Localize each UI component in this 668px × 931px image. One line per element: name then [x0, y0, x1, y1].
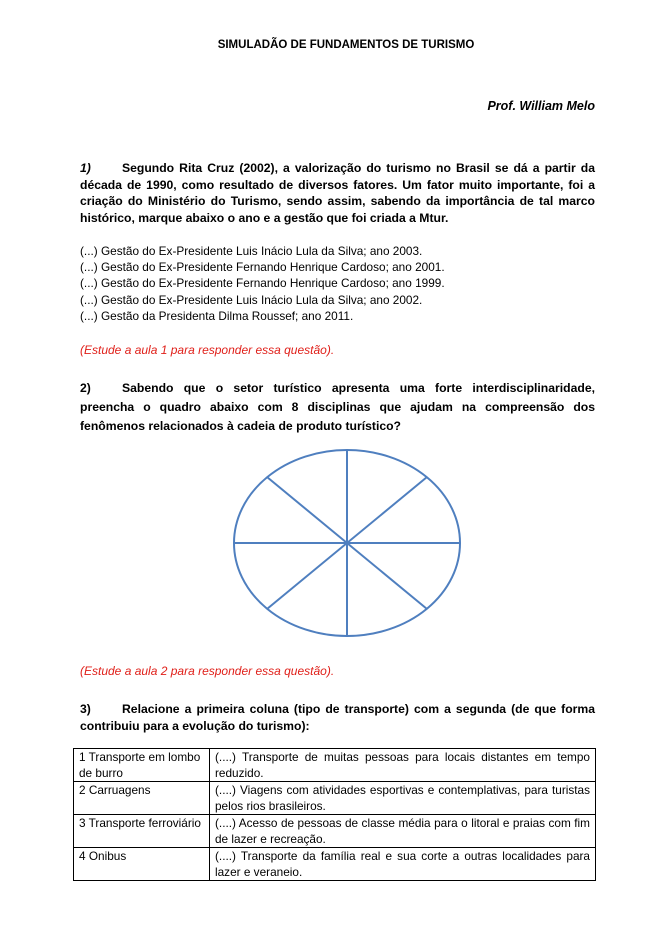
matching-table: [73, 748, 596, 881]
question-3-number: 3): [80, 702, 91, 716]
table-row: [74, 815, 596, 848]
table-row: [74, 782, 596, 815]
question-3-text: Relacione a primeira coluna (tipo de transporte) com a segunda (de que forma contribuiu para a evolução do turismo):: [80, 702, 595, 733]
disciplines-wheel-diagram: [230, 448, 464, 642]
document-title: SIMULADÃO DE FUNDAMENTOS DE TURISMO: [217, 39, 475, 51]
question-1-text: Segundo Rita Cruz (2002), a valorização do turismo no Brasil se dá a partir da década de 1990, como resultado de diversos fatores. Um fator muito importante, foi a criação do Ministério do Turismo, sendo assim, sabendo da importância de tal marco histórico, marque abaixo o ano e a gestão que foi criada a Mtur.: [80, 161, 595, 225]
table-row: [74, 749, 596, 782]
option-item[interactable]: (...) Gestão do Ex-Presidente Luis Inácio Lula da Silva; ano 2002.: [80, 292, 423, 307]
question-1-number: 1): [80, 161, 91, 175]
table-row: [74, 848, 596, 881]
transport-type-cell: 1 Transporte em lombo de burro: [74, 749, 210, 782]
option-item[interactable]: (...) Gestão da Presidenta Dilma Roussef; ano 2011.: [80, 308, 354, 323]
transport-type-cell: 2 Carruagens: [74, 782, 210, 815]
transport-type-cell: 3 Transporte ferroviário: [74, 815, 210, 848]
question-3: [80, 701, 595, 734]
question-2-text: Sabendo que o setor turístico apresenta uma forte interdisciplinaridade, preencha o quadro abaixo com 8 disciplinas que ajudam na compreensão dos fenômenos relacionados à cadeia de produto turístico?: [80, 381, 595, 433]
question-1-hint: (Estude a aula 1 para responder essa questão).: [80, 343, 335, 357]
contribution-cell[interactable]: (....) Transporte de muitas pessoas para locais distantes em tempo reduzido.: [210, 749, 596, 782]
question-2-hint: (Estude a aula 2 para responder essa questão).: [80, 664, 335, 678]
contribution-cell[interactable]: (....) Acesso de pessoas de classe média para o litoral e praias com fim de lazer e recreação.: [210, 815, 596, 848]
question-2: [80, 379, 595, 436]
contribution-cell[interactable]: (....) Transporte da família real e sua corte a outras localidades para lazer e veraneio.: [210, 848, 596, 881]
option-item[interactable]: (...) Gestão do Ex-Presidente Fernando Henrique Cardoso; ano 2001.: [80, 260, 445, 275]
question-1-options: [80, 243, 600, 324]
contribution-cell[interactable]: (....) Viagens com atividades esportivas e contemplativas, para turistas pelos rios brasileiros.: [210, 782, 596, 815]
question-1: [80, 160, 595, 226]
option-item[interactable]: (...) Gestão do Ex-Presidente Fernando Henrique Cardoso; ano 1999.: [80, 276, 445, 291]
option-item[interactable]: (...) Gestão do Ex-Presidente Luis Inácio Lula da Silva; ano 2003.: [80, 244, 423, 258]
transport-type-cell: 4 Onibus: [74, 848, 210, 881]
question-2-number: 2): [80, 381, 91, 395]
author-name: Prof. William Melo: [487, 99, 595, 113]
